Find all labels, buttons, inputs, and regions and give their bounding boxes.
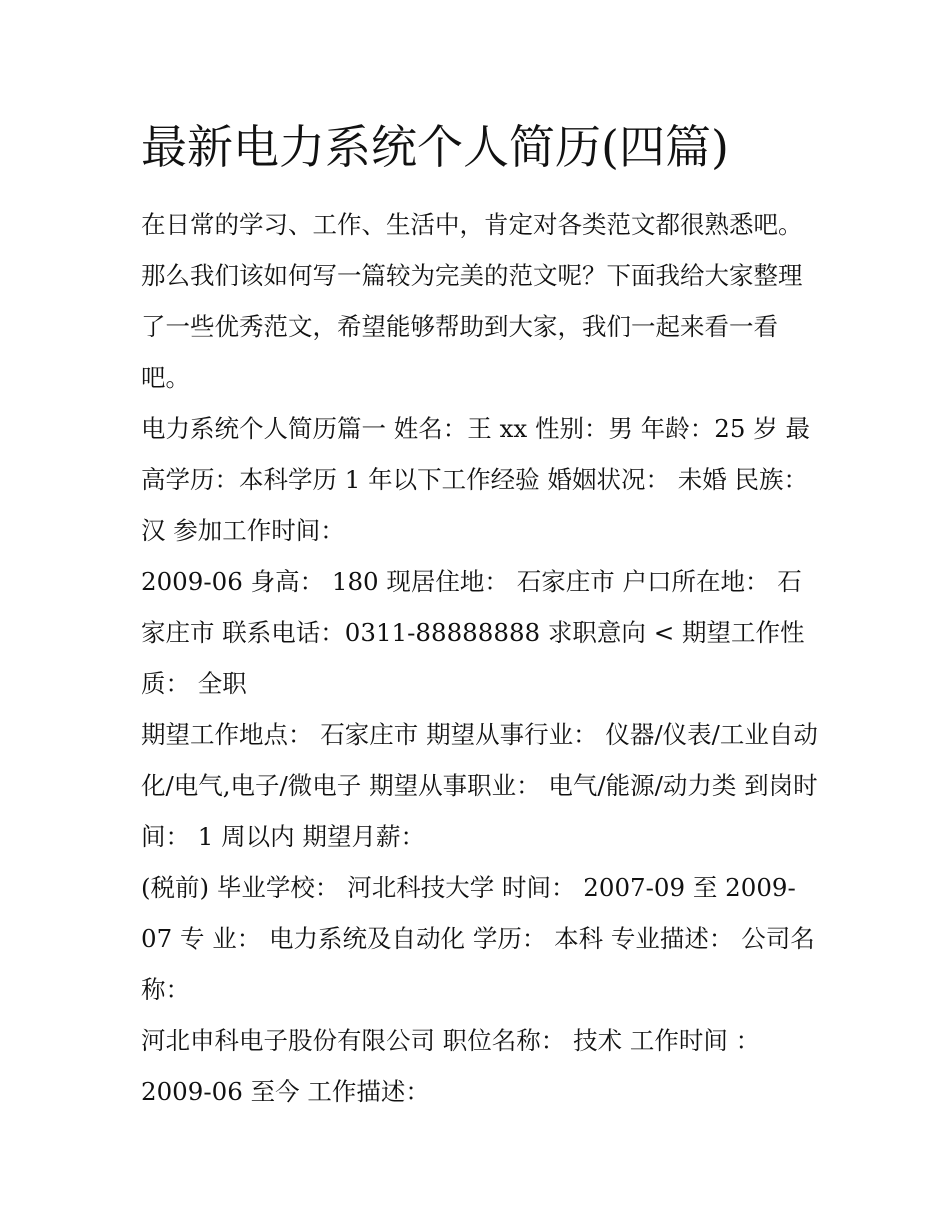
document-title: 最新电力系统个人简历(四篇) bbox=[141, 120, 729, 174]
document-body bbox=[141, 199, 821, 1117]
company-paragraph: 河北申科电子股份有限公司 职位名称： 技术 工作时间 ： bbox=[141, 1026, 761, 1055]
work-description-paragraph: 2009-06 至今 工作描述： bbox=[141, 1077, 430, 1106]
education-paragraph: (税前) 毕业学校： 河北科技大学 时间： 2007-09 至 2009-07 专 业： 电力系统及自动化 学历： 本科 专业描述： 公司名称： bbox=[141, 873, 815, 1004]
resume-contact-paragraph: 2009-06 身高： 180 现居住地： 石家庄市 户口所在地： 石家庄市 联系电话：0311-88888888 求职意向 < 期望工作性质： 全职 bbox=[141, 567, 805, 698]
job-intention-paragraph: 期望工作地点： 石家庄市 期望从事行业： 仪器/仪表/工业自动化/电气,电子/微电子 期望从事职业： 电气/能源/动力类 到岗时间： 1 周以内 期望月薪： bbox=[141, 720, 818, 851]
intro-paragraph: 在日常的学习、工作、生活中，肯定对各类范文都很熟悉吧。那么我们该如何写一篇较为完美的范文呢？下面我给大家整理了一些优秀范文，希望能够帮助到大家，我们一起来看一看吧。 bbox=[141, 210, 803, 392]
resume-basic-info-paragraph: 电力系统个人简历篇一 姓名：王 xx 性别：男 年龄：25 岁 最高学历：本科学历 1 年以下工作经验 婚姻状况： 未婚 民族：汉 参加工作时间： bbox=[141, 414, 811, 545]
